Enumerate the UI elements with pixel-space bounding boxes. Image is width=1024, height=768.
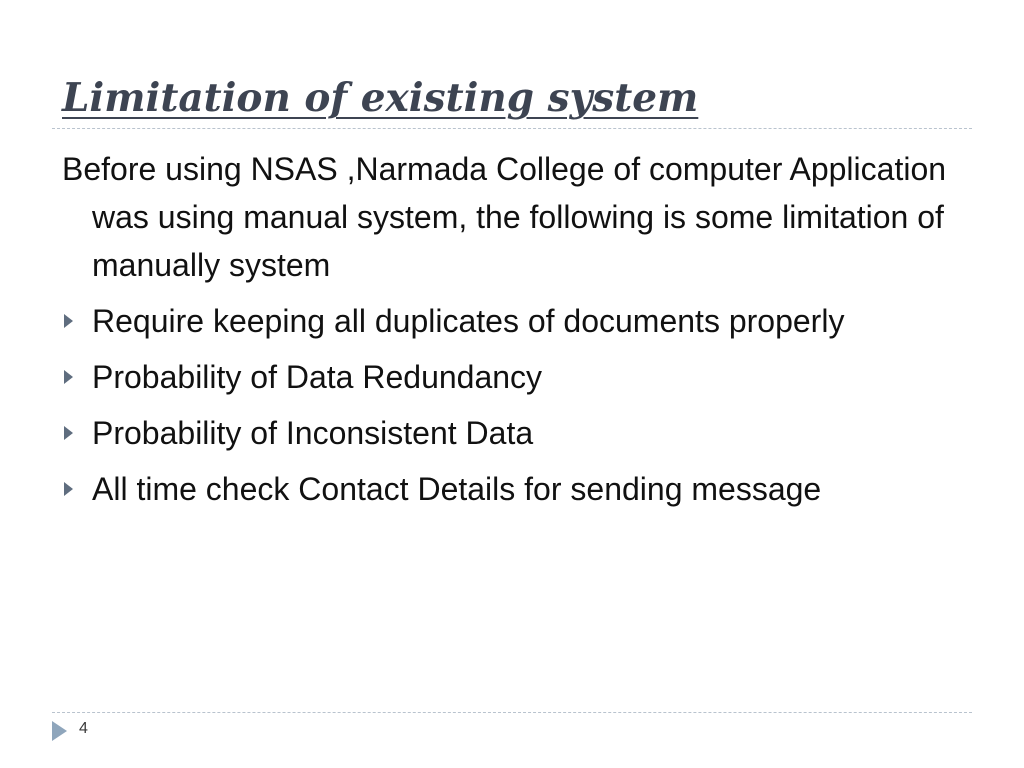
list-item xyxy=(62,353,962,401)
triangle-right-icon xyxy=(64,370,73,384)
list-item-text: Probability of Data Redundancy xyxy=(92,359,543,395)
limitations-list xyxy=(62,297,962,513)
footer-divider xyxy=(52,712,972,713)
slide-number: 4 xyxy=(79,720,88,737)
footer-triangle-icon xyxy=(52,721,67,741)
list-item-text: Probability of Inconsistent Data xyxy=(92,415,534,451)
list-item-text: All time check Contact Details for sending message xyxy=(92,471,822,507)
list-item xyxy=(62,409,962,457)
triangle-right-icon xyxy=(64,482,73,496)
slide-content xyxy=(62,145,962,521)
title-divider xyxy=(52,128,972,129)
triangle-right-icon xyxy=(64,426,73,440)
list-item-text: Require keeping all duplicates of documents properly xyxy=(92,303,845,339)
list-item xyxy=(62,297,962,345)
intro-paragraph: Before using NSAS ,Narmada College of computer Application was using manual system, the following is some limitation of manually system xyxy=(62,151,947,283)
slide-title: Limitation of existing system xyxy=(62,75,699,121)
list-item xyxy=(62,465,962,513)
triangle-right-icon xyxy=(64,314,73,328)
